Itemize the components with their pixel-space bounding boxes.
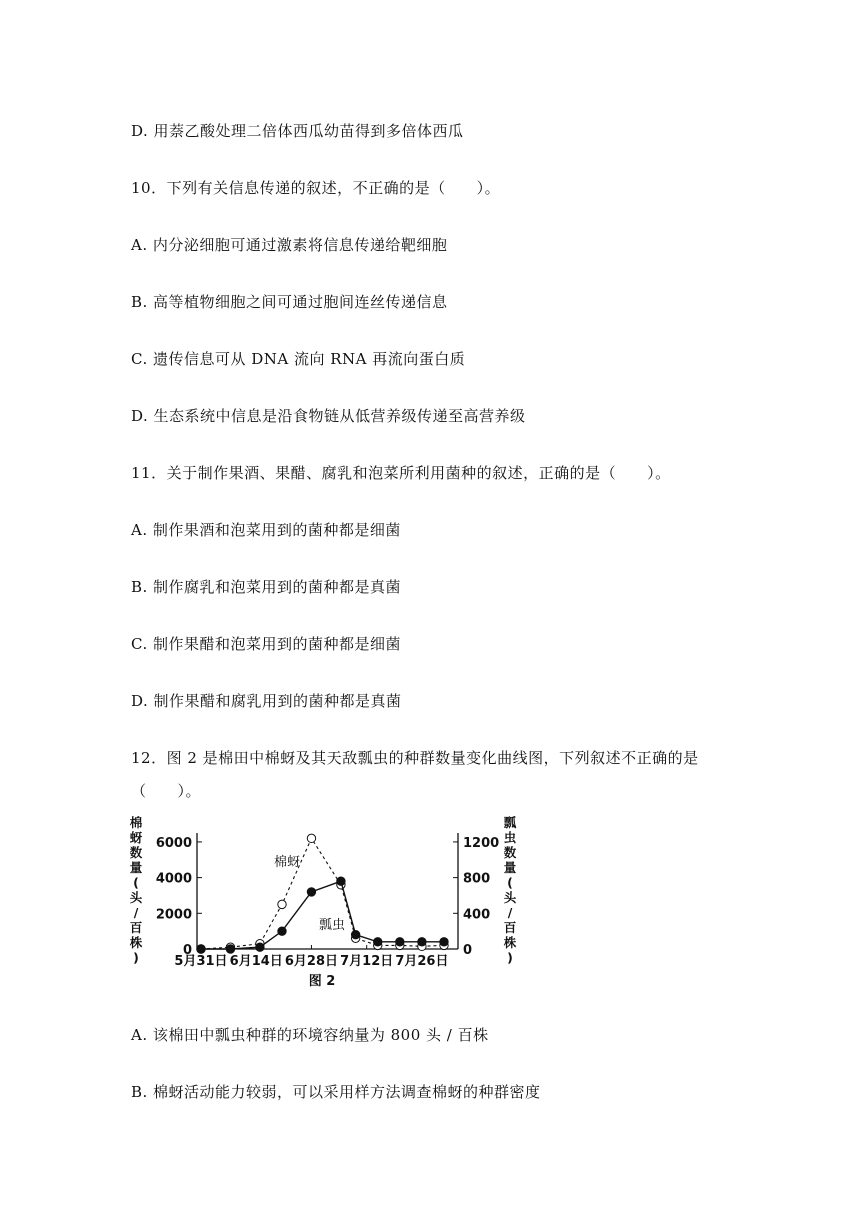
- x-tick-label: 5月31日: [174, 954, 228, 969]
- x-tick-label: 6月14日: [229, 954, 283, 969]
- q10-option-c: C. 遗传信息可从 DNA 流向 RNA 再流向蛋白质: [131, 350, 466, 368]
- q12-option-b: B. 棉蚜活动能力较弱，可以采用样方法调查棉蚜的种群密度: [131, 1083, 541, 1101]
- ladybug-series-line: [201, 881, 444, 949]
- aphid-series-label: 棉蚜: [274, 855, 301, 870]
- ladybug-data-point: [226, 945, 234, 953]
- ladybug-data-point: [396, 938, 404, 946]
- aphid-data-point: [307, 834, 315, 842]
- ladybug-data-point: [418, 938, 426, 946]
- right-tick-label: 0: [463, 943, 473, 958]
- left-tick-label: 6000: [155, 835, 192, 851]
- ladybug-data-point: [351, 931, 359, 939]
- q12-stem: 12．图 2 是棉田中棉蚜及其天敌瓢虫的种群数量变化曲线图，下列叙述不正确的是: [131, 749, 699, 767]
- population-chart: [126, 815, 516, 995]
- ladybug-data-point: [197, 945, 205, 953]
- ladybug-data-point: [307, 888, 315, 896]
- right-tick-label: 800: [463, 871, 491, 887]
- ladybug-data-point: [256, 943, 264, 951]
- right-tick-label: 1200: [463, 835, 500, 851]
- x-tick-label: 6月28日: [284, 954, 339, 969]
- aphid-data-point: [278, 900, 286, 908]
- ladybug-data-point: [440, 938, 448, 946]
- left-axis-title: 棉蚜数量(头/百株): [129, 815, 143, 965]
- q10-option-a: A. 内分泌细胞可通过激素将信息传递给靶细胞: [131, 236, 448, 254]
- ladybug-data-point: [374, 938, 382, 946]
- q10-option-b: B. 高等植物细胞之间可通过胞间连丝传递信息: [131, 293, 448, 311]
- q9-option-d: D. 用萘乙酸处理二倍体西瓜幼苗得到多倍体西瓜: [131, 122, 464, 140]
- q11-option-b: B. 制作腐乳和泡菜用到的菌种都是真菌: [131, 578, 402, 596]
- x-tick-label: 7月12日: [340, 954, 394, 969]
- q11-stem: 11．关于制作果酒、果醋、腐乳和泡菜所利用菌种的叙述，正确的是（ ）。: [131, 464, 671, 482]
- left-tick-label: 4000: [155, 871, 192, 887]
- q12-option-a: A. 该棉田中瓢虫种群的环境容纳量为 800 头 / 百株: [131, 1026, 489, 1044]
- q11-option-a: A. 制作果酒和泡菜用到的菌种都是细菌: [131, 521, 401, 539]
- q10-stem: 10．下列有关信息传递的叙述，不正确的是（ ）。: [131, 179, 501, 197]
- ladybug-data-point: [337, 877, 345, 885]
- x-tick-label: 7月26日: [395, 954, 449, 969]
- q12-stem-continued: （ ）。: [131, 782, 202, 800]
- right-axis-title: 瓢虫数量(头/百株): [503, 815, 517, 965]
- right-tick-label: 400: [463, 907, 491, 923]
- ladybug-series-label: 瓢虫: [319, 918, 346, 933]
- q11-option-c: C. 制作果醋和泡菜用到的菌种都是细菌: [131, 635, 401, 653]
- q10-option-d: D. 生态系统中信息是沿食物链从低营养级传递至高营养级: [131, 407, 526, 425]
- q11-option-d: D. 制作果醋和腐乳用到的菌种都是真菌: [131, 692, 402, 710]
- population-chart-svg: [126, 815, 516, 995]
- left-tick-label: 2000: [155, 907, 192, 923]
- figure-caption: 图 2: [308, 974, 336, 989]
- ladybug-data-point: [278, 927, 286, 935]
- left-tick-label: 0: [182, 943, 192, 958]
